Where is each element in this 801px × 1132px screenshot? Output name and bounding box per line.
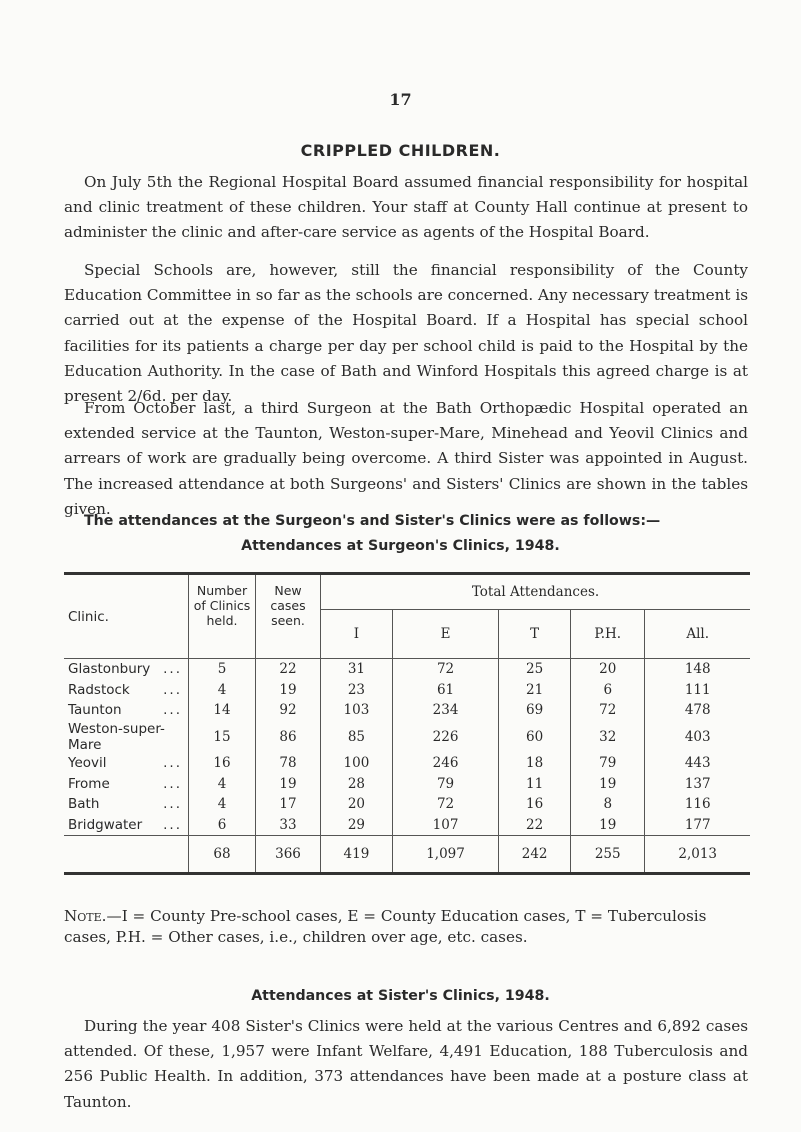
count-all: 148 [645, 659, 750, 680]
count-i: 29 [321, 815, 393, 836]
count-all: 177 [645, 815, 750, 836]
count-e: 234 [392, 700, 498, 721]
clinics-held: 16 [189, 753, 256, 774]
table-row [64, 700, 750, 721]
count-t: 18 [499, 753, 571, 774]
total-t: 242 [499, 836, 571, 874]
col-e-header: E [392, 610, 498, 659]
clinic-label: Weston-super-Mare [68, 720, 165, 753]
leader-dots: ... [163, 755, 182, 772]
count-all: 478 [645, 700, 750, 721]
clinic-name [64, 773, 189, 794]
count-ph: 19 [571, 773, 645, 794]
clinic-name [64, 680, 189, 701]
clinics-held: 14 [189, 700, 256, 721]
col-all-header: All. [645, 610, 750, 659]
count-t: 22 [499, 815, 571, 836]
clinic-name [64, 700, 189, 721]
count-i: 100 [321, 753, 393, 774]
table-lead-in: The attendances at the Surgeon's and Sister's Clinics were as follows:— [84, 513, 661, 529]
new-cases: 86 [256, 721, 321, 753]
col-t-header: T [499, 610, 571, 659]
new-cases: 92 [256, 700, 321, 721]
count-e: 72 [392, 659, 498, 680]
count-ph: 8 [571, 794, 645, 815]
paragraph-1: On July 5th the Regional Hospital Board assumed financial responsibility for hospital and clinic treatment of these children. Your staff at County Hall continue at present to administer the clinic and after-care service as agents of the Hospital Board. [64, 173, 748, 242]
count-ph: 20 [571, 659, 645, 680]
count-i: 85 [321, 721, 393, 753]
clinics-held: 5 [189, 659, 256, 680]
clinics-held: 6 [189, 815, 256, 836]
count-all: 111 [645, 680, 750, 701]
clinic-label: Yeovil [68, 755, 107, 772]
count-e: 246 [392, 753, 498, 774]
count-t: 16 [499, 794, 571, 815]
count-i: 103 [321, 700, 393, 721]
col-i-header: I [321, 610, 393, 659]
clinic-label: Bridgwater [68, 816, 143, 833]
count-t: 21 [499, 680, 571, 701]
leader-dots: ... [163, 796, 182, 813]
clinic-name [64, 794, 189, 815]
total-e: 1,097 [392, 836, 498, 874]
leader-dots: ... [163, 775, 182, 792]
count-t: 11 [499, 773, 571, 794]
table-row [64, 721, 750, 753]
paragraph-2: Special Schools are, however, still the financial responsibility of the County Education Committee in so far as the schools are concerned. Any necessary treatment is carried out at the expense of the Hospital Board. If a Hospital has special school facilities for its patients a charge per day per school child is paid to the Hospital by the Education Authority. In the case of Bath and Winford Hospitals this agreed charge is at present 2/6d. per day. [64, 261, 748, 406]
clinic-label: Radstock [68, 681, 130, 698]
count-i: 20 [321, 794, 393, 815]
clinic-name [64, 753, 189, 774]
clinic-name [64, 721, 189, 753]
table-row [64, 680, 750, 701]
count-ph: 19 [571, 815, 645, 836]
leader-dots: ... [163, 702, 182, 719]
page-number: 17 [389, 90, 412, 109]
table-row [64, 815, 750, 836]
clinic-label: Taunton [68, 702, 122, 719]
col-clinic-header: Clinic. [68, 608, 109, 625]
clinics-held: 15 [189, 721, 256, 753]
table-row [64, 659, 750, 680]
col-new-header: New cases seen. [256, 574, 321, 659]
count-i: 23 [321, 680, 393, 701]
total-ph: 255 [571, 836, 645, 874]
clinics-held: 4 [189, 773, 256, 794]
new-cases: 19 [256, 680, 321, 701]
count-all: 403 [645, 721, 750, 753]
count-all: 137 [645, 773, 750, 794]
clinic-label: Glastonbury [68, 661, 151, 678]
clinics-held: 4 [189, 794, 256, 815]
total-new: 366 [256, 836, 321, 874]
table-title: Attendances at Surgeon's Clinics, 1948. [241, 538, 560, 554]
table-row [64, 794, 750, 815]
new-cases: 19 [256, 773, 321, 794]
count-i: 28 [321, 773, 393, 794]
count-ph: 79 [571, 753, 645, 774]
new-cases: 17 [256, 794, 321, 815]
new-cases: 22 [256, 659, 321, 680]
col-total-header: Total Attendances. [321, 574, 751, 610]
attendance-table [64, 572, 750, 875]
sister-clinics-title: Attendances at Sister's Clinics, 1948. [251, 988, 550, 1004]
clinic-name [64, 659, 189, 680]
total-held: 68 [189, 836, 256, 874]
leader-dots: ... [163, 681, 182, 698]
clinics-held: 4 [189, 680, 256, 701]
clinic-name [64, 815, 189, 836]
leader-dots: ... [163, 816, 182, 833]
col-held-header: Number of Clinics held. [189, 574, 256, 659]
note-text: —I = County Pre-school cases, E = County Education cases, T = Tuberculosis cases, P.H. = Other cases, i.e., children over age, etc. cases. [64, 907, 707, 946]
count-t: 60 [499, 721, 571, 753]
count-t: 25 [499, 659, 571, 680]
clinic-label: Frome [68, 775, 110, 792]
leader-dots: ... [163, 661, 182, 678]
page-title: CRIPPLED CHILDREN. [300, 141, 501, 160]
note-label: Note. [64, 907, 107, 925]
count-i: 31 [321, 659, 393, 680]
table-row [64, 773, 750, 794]
table-row [64, 753, 750, 774]
new-cases: 78 [256, 753, 321, 774]
table-note [64, 906, 748, 948]
paragraph-3: From October last, a third Surgeon at the Bath Orthopædic Hospital operated an extended service at the Taunton, Weston-super-Mare, Minehead and Yeovil Clinics and arrears of work are gradually being overcome. A third Sister was appointed in August. The increased attendance at both Surgeons' and Sisters' Clinics are shown in the tables given. [64, 399, 748, 518]
col-ph-header: P.H. [571, 610, 645, 659]
count-e: 107 [392, 815, 498, 836]
count-e: 226 [392, 721, 498, 753]
clinic-label: Bath [68, 796, 100, 813]
count-e: 79 [392, 773, 498, 794]
count-ph: 6 [571, 680, 645, 701]
total-all: 2,013 [645, 836, 750, 874]
count-ph: 32 [571, 721, 645, 753]
sister-clinics-paragraph: During the year 408 Sister's Clinics were held at the various Centres and 6,892 cases attended. Of these, 1,957 were Infant Welfare, 4,491 Education, 188 Tuberculosis and 256 Public Health. In addition, 373 attendances have been made at a posture class at Taunton. [64, 1017, 748, 1111]
count-e: 72 [392, 794, 498, 815]
count-e: 61 [392, 680, 498, 701]
total-i: 419 [321, 836, 393, 874]
new-cases: 33 [256, 815, 321, 836]
count-all: 443 [645, 753, 750, 774]
count-all: 116 [645, 794, 750, 815]
count-ph: 72 [571, 700, 645, 721]
count-t: 69 [499, 700, 571, 721]
